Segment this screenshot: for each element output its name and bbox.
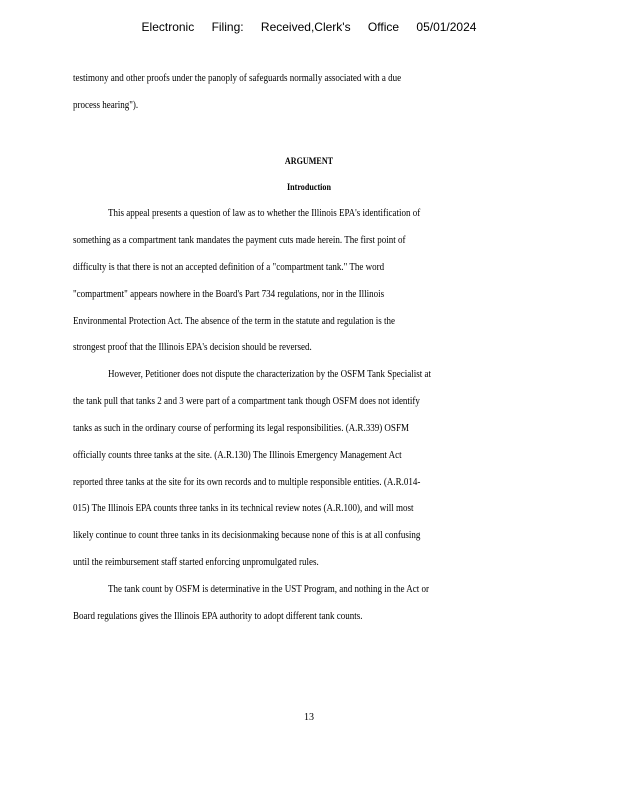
header-received: Received,Clerk's xyxy=(260,20,351,34)
introduction-heading: Introduction xyxy=(287,182,331,192)
page-number: 13 xyxy=(304,712,314,723)
paragraph2-line: the tank pull that tanks 2 and 3 were part of a compartment tank though OSFM does not identify xyxy=(73,396,420,407)
header-office: Office xyxy=(367,20,400,34)
argument-heading: ARGUMENT xyxy=(284,156,334,166)
paragraph2-line: tanks as such in the ordinary course of performing its legal responsibilities. (A.R.339) OSFM xyxy=(73,423,409,434)
paragraph3-line: The tank count by OSFM is determinative in the UST Program, and nothing in the Act or xyxy=(108,584,430,595)
paragraph3-line: Board regulations gives the Illinois EPA authority to adopt different tank counts. xyxy=(73,611,363,622)
paragraph1-line: strongest proof that the Illinois EPA's decision should be reversed. xyxy=(73,342,312,353)
paragraph2-line: officially counts three tanks at the site. (A.R.130) The Illinois Emergency Management Act xyxy=(73,450,402,461)
filing-stamp-header xyxy=(0,20,618,34)
paragraph1-line: "compartment" appears nowhere in the Board's Part 734 regulations, nor in the Illinois xyxy=(73,289,385,300)
paragraph2-line: reported three tanks at the site for its own records and to multiple responsible entities. (A.R.014- xyxy=(73,477,421,488)
header-filing: Filing: xyxy=(211,20,244,34)
paragraph1-line: difficulty is that there is not an accepted definition of a "compartment tank." The word xyxy=(73,262,385,273)
header-electronic: Electronic xyxy=(141,20,195,34)
paragraph2-line: 015) The Illinois EPA counts three tanks in its technical review notes (A.R.100), and will most xyxy=(73,503,414,514)
paragraph2-line: likely continue to count three tanks in its decisionmaking because none of this is at all confusing xyxy=(73,530,421,541)
header-date: 05/01/2024 xyxy=(416,20,477,34)
paragraph2-line: However, Petitioner does not dispute the characterization by the OSFM Tank Specialist at xyxy=(108,369,432,380)
intro-line: process hearing"). xyxy=(73,100,139,111)
paragraph1-line: This appeal presents a question of law as to whether the Illinois EPA's identification of xyxy=(108,208,421,219)
paragraph1-line: Environmental Protection Act. The absence of the term in the statute and regulation is the xyxy=(73,316,396,327)
paragraph2-line: until the reimbursement staff started enforcing unpromulgated rules. xyxy=(73,557,319,568)
paragraph1-line: something as a compartment tank mandates the payment cuts made herein. The first point of xyxy=(73,235,406,246)
intro-line: testimony and other proofs under the panoply of safeguards normally associated with a due xyxy=(73,73,402,84)
